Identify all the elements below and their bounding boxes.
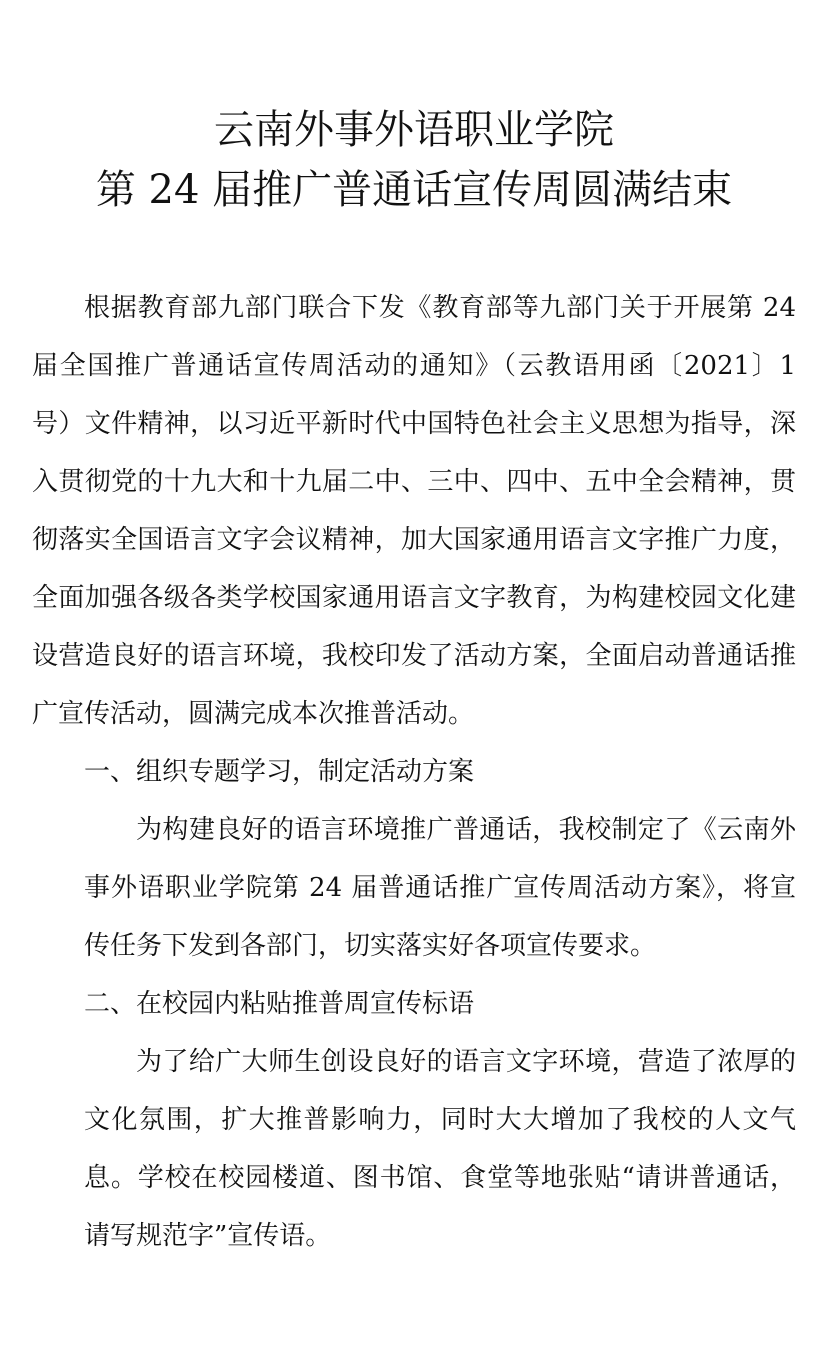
document-title-line-2: 第 24 届推广普通话宣传周圆满结束: [95, 167, 733, 213]
section-content-2: 为了给广大师生创设良好的语言文字环境，营造了浓厚的文化氛围，扩大推普影响力，同时大大增加了我校的人文气息。学校在校园楼道、图书馆、食堂等地张贴“请讲普通话，请写规范字”宣传语。: [84, 1047, 796, 1251]
intro-paragraph: 根据教育部九部门联合下发《教育部等九部门关于开展第 24 届全国推广普通话宣传周活动的通知》（云教语用函〔2021〕1 号）文件精神，以习近平新时代中国特色社会主义思想为指导，深入贯彻党的十九大和十九届二中、三中、四中、五中全会精神，贯彻落实全国语言文字会议精神，加大国家通用语言文字推广力度，全面加强各级各类学校国家通用语言文字教育，为构建校园文化建设营造良好的语言环境，我校印发了活动方案，全面启动普通话推广宣传活动，圆满完成本次推普活动。: [32, 293, 796, 729]
section-heading-1: 一、组织专题学习，制定活动方案: [84, 757, 475, 787]
document-body: [32, 279, 796, 1265]
section-heading-2: 二、在校园内粘贴推普周宣传标语: [84, 989, 475, 1019]
section-content-1: 为构建良好的语言环境推广普通话，我校制定了《云南外事外语职业学院第 24 届普通话推广宣传周活动方案》，将宣传任务下发到各部门，切实落实好各项宣传要求。: [84, 815, 796, 961]
document-title-line-1: 云南外事外语职业学院: [214, 107, 614, 153]
